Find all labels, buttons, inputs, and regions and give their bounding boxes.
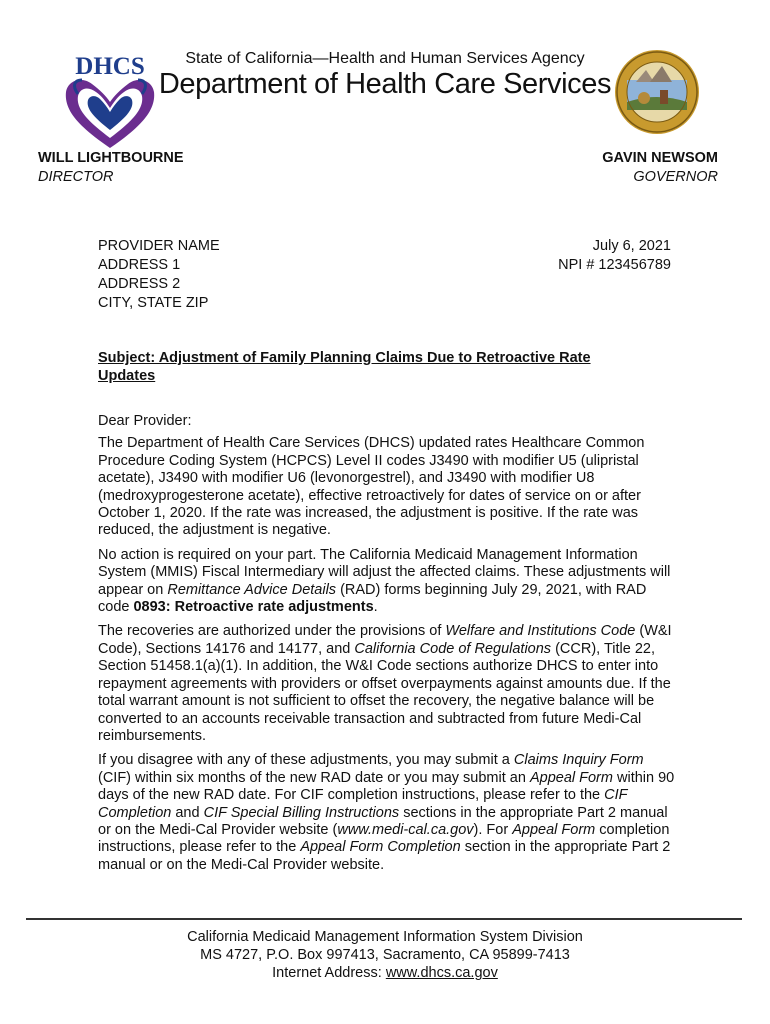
subject-line: Subject: Adjustment of Family Planning Claims Due to Retroactive Rate Updates	[98, 350, 591, 384]
npi-number: NPI # 123456789	[558, 257, 671, 273]
paragraph-rates: The Department of Health Care Services (DHCS) updated rates Healthcare Common Procedure Coding System (HCPCS) Level II codes J3490 with modifier U5 (ulipristal acetate), J3490 with modifier U6 (levonorgestrel), and J3490 with modifier U8 (medroxyprogesterone acetate), effective retroactively for dates of service on or after October 1, 2020. If the rate was increased, the adjustment is positive. If the rate was reduced, the adjustment is negative.	[98, 435, 645, 539]
governor-name: GAVIN NEWSOM	[602, 150, 718, 166]
medi-cal-website-text: www.medi-cal.ca.gov	[337, 821, 474, 838]
department-name: Department of Health Care Services	[158, 68, 612, 100]
governor-block	[602, 150, 718, 185]
paragraph-no-action: No action is required on your part. The California Medicaid Management Information System (MMIS) Fiscal Intermediary will adjust the affected claims. These adjustments will appear on Remittance Advice Details (RAD) forms beginning July 29, 2021, with RAD code 0893: Retroactive rate adjustments.	[98, 546, 671, 616]
letter-body	[98, 413, 678, 881]
director-title: DIRECTOR	[38, 169, 114, 185]
logo-text: DHCS	[75, 53, 145, 80]
address-line: PROVIDER NAME	[98, 238, 220, 254]
dhcs-website-link[interactable]: www.dhcs.ca.gov	[385, 965, 498, 981]
footer-mailing-address: MS 4727, P.O. Box 997413, Sacramento, CA 95899-7413	[200, 947, 570, 963]
agency-name: State of California—Health and Human Services Agency	[185, 50, 585, 67]
letter-date: July 6, 2021	[592, 238, 671, 254]
paragraph-disagree: If you disagree with any of these adjustments, you may submit a Claims Inquiry Form (CIF) within six months of the new RAD date or you may submit an Appeal Form within 90 days of the new RAD date. For CIF completion instructions, please refer to the CIF Completion and CIF Special Billing Instructions sections in the appropriate Part 2 manual or on the Medi-Cal Provider website (www.medi-cal.ca.gov). For Appeal Form completion instructions, please refer to the Appeal Form Completion section in the appropriate Part 2 manual or on the Medi-Cal Provider website.	[98, 752, 675, 873]
governor-title: GOVERNOR	[633, 169, 718, 185]
paragraph-recoveries: The recoveries are authorized under the provisions of Welfare and Institutions Code (W&I Code), Sections 14176 and 14177, and California Code of Regulations (CCR), Title 22, Section 51458.1(a)(1). In addition, the W&I Code sections authorize DHCS to enter into repayment agreements with providers or offset overpayments against amounts due. If the total warrant amount is not sufficient to offset the recovery, the negative balance will be converted to an accounts receivable transaction and subtracted from future Medi-Cal reimbursements.	[98, 623, 672, 744]
greeting: Dear Provider:	[98, 413, 192, 429]
footer-division: California Medicaid Management Information System Division	[187, 929, 583, 945]
address-line: CITY, STATE ZIP	[98, 295, 209, 311]
address-line: ADDRESS 2	[98, 276, 181, 292]
footer-divider	[26, 918, 742, 920]
address-line: ADDRESS 1	[98, 257, 181, 273]
footer	[0, 928, 770, 982]
date-npi-block	[558, 237, 671, 275]
director-block	[38, 150, 184, 185]
director-name: WILL LIGHTBOURNE	[38, 150, 184, 166]
recipient-address	[98, 237, 220, 313]
footer-internet: Internet Address: www.dhcs.ca.gov	[272, 965, 498, 981]
